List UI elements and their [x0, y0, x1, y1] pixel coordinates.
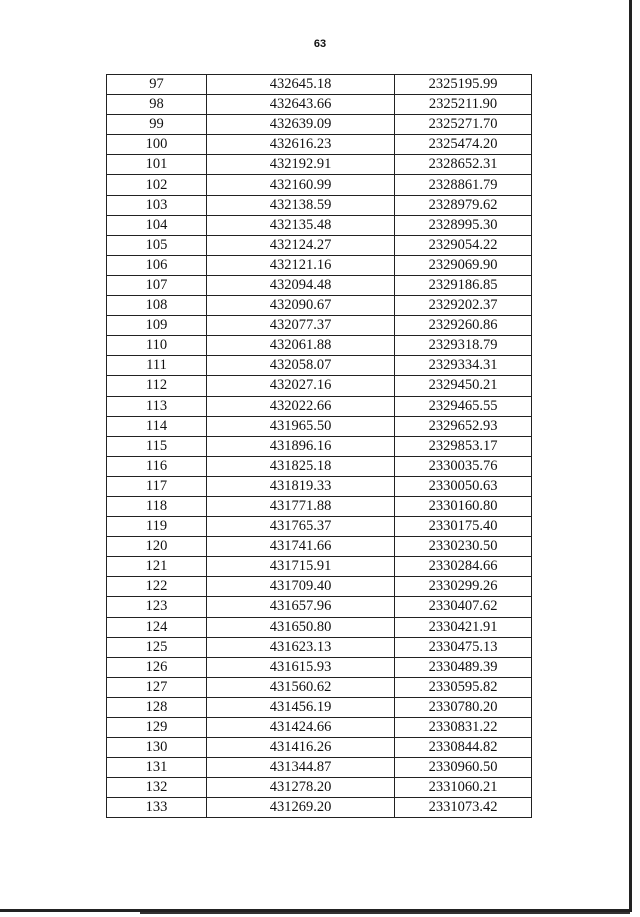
x-coordinate-cell: 431657.96	[207, 597, 395, 617]
x-coordinate-cell: 432022.66	[207, 396, 395, 416]
point-number-cell: 119	[107, 517, 207, 537]
table-body	[107, 75, 532, 818]
y-coordinate-cell: 2329069.90	[395, 255, 532, 275]
table-row	[107, 275, 532, 295]
x-coordinate-cell: 432639.09	[207, 115, 395, 135]
point-number-cell: 129	[107, 718, 207, 738]
y-coordinate-cell: 2330595.82	[395, 677, 532, 697]
point-number-cell: 110	[107, 336, 207, 356]
x-coordinate-cell: 431896.16	[207, 436, 395, 456]
point-number-cell: 105	[107, 235, 207, 255]
point-number-cell: 107	[107, 275, 207, 295]
point-number-cell: 124	[107, 617, 207, 637]
y-coordinate-cell: 2330844.82	[395, 738, 532, 758]
point-number-cell: 133	[107, 798, 207, 818]
x-coordinate-cell: 431825.18	[207, 456, 395, 476]
point-number-cell: 102	[107, 175, 207, 195]
point-number-cell: 106	[107, 255, 207, 275]
x-coordinate-cell: 432645.18	[207, 75, 395, 95]
y-coordinate-cell: 2329318.79	[395, 336, 532, 356]
table-row	[107, 798, 532, 818]
y-coordinate-cell: 2330831.22	[395, 718, 532, 738]
coordinate-table	[106, 74, 532, 818]
x-coordinate-cell: 432616.23	[207, 135, 395, 155]
y-coordinate-cell: 2328652.31	[395, 155, 532, 175]
table-row	[107, 436, 532, 456]
table-row	[107, 356, 532, 376]
y-coordinate-cell: 2330299.26	[395, 577, 532, 597]
x-coordinate-cell: 431650.80	[207, 617, 395, 637]
x-coordinate-cell: 432135.48	[207, 215, 395, 235]
y-coordinate-cell: 2329186.85	[395, 275, 532, 295]
point-number-cell: 114	[107, 416, 207, 436]
point-number-cell: 103	[107, 195, 207, 215]
y-coordinate-cell: 2325474.20	[395, 135, 532, 155]
x-coordinate-cell: 431771.88	[207, 496, 395, 516]
y-coordinate-cell: 2329853.17	[395, 436, 532, 456]
x-coordinate-cell: 431819.33	[207, 476, 395, 496]
x-coordinate-cell: 431715.91	[207, 557, 395, 577]
point-number-cell: 127	[107, 677, 207, 697]
table-row	[107, 657, 532, 677]
y-coordinate-cell: 2330780.20	[395, 697, 532, 717]
point-number-cell: 111	[107, 356, 207, 376]
y-coordinate-cell: 2325211.90	[395, 95, 532, 115]
x-coordinate-cell: 432138.59	[207, 195, 395, 215]
x-coordinate-cell: 431416.26	[207, 738, 395, 758]
table-row	[107, 517, 532, 537]
point-number-cell: 101	[107, 155, 207, 175]
table-row	[107, 577, 532, 597]
table-row	[107, 496, 532, 516]
table-row	[107, 195, 532, 215]
y-coordinate-cell: 2330284.66	[395, 557, 532, 577]
table-row	[107, 537, 532, 557]
table-row	[107, 376, 532, 396]
x-coordinate-cell: 432027.16	[207, 376, 395, 396]
table-row	[107, 677, 532, 697]
table-row	[107, 617, 532, 637]
point-number-cell: 117	[107, 476, 207, 496]
y-coordinate-cell: 2330035.76	[395, 456, 532, 476]
y-coordinate-cell: 2330407.62	[395, 597, 532, 617]
table-row	[107, 255, 532, 275]
point-number-cell: 109	[107, 316, 207, 336]
y-coordinate-cell: 2330421.91	[395, 617, 532, 637]
x-coordinate-cell: 431615.93	[207, 657, 395, 677]
table-row	[107, 778, 532, 798]
point-number-cell: 104	[107, 215, 207, 235]
x-coordinate-cell: 431269.20	[207, 798, 395, 818]
table-row	[107, 396, 532, 416]
table-row	[107, 215, 532, 235]
table-row	[107, 336, 532, 356]
point-number-cell: 132	[107, 778, 207, 798]
table-row	[107, 637, 532, 657]
y-coordinate-cell: 2331073.42	[395, 798, 532, 818]
table-row	[107, 115, 532, 135]
y-coordinate-cell: 2329450.21	[395, 376, 532, 396]
y-coordinate-cell: 2328979.62	[395, 195, 532, 215]
table-row	[107, 95, 532, 115]
point-number-cell: 100	[107, 135, 207, 155]
table-row	[107, 456, 532, 476]
x-coordinate-cell: 432090.67	[207, 296, 395, 316]
x-coordinate-cell: 431560.62	[207, 677, 395, 697]
y-coordinate-cell: 2329260.86	[395, 316, 532, 336]
point-number-cell: 131	[107, 758, 207, 778]
table-row	[107, 476, 532, 496]
point-number-cell: 121	[107, 557, 207, 577]
table-row	[107, 235, 532, 255]
table-row	[107, 175, 532, 195]
y-coordinate-cell: 2325195.99	[395, 75, 532, 95]
x-coordinate-cell: 432643.66	[207, 95, 395, 115]
x-coordinate-cell: 431456.19	[207, 697, 395, 717]
y-coordinate-cell: 2330175.40	[395, 517, 532, 537]
table-row	[107, 135, 532, 155]
y-coordinate-cell: 2330230.50	[395, 537, 532, 557]
x-coordinate-cell: 432124.27	[207, 235, 395, 255]
point-number-cell: 125	[107, 637, 207, 657]
table-row	[107, 155, 532, 175]
y-coordinate-cell: 2325271.70	[395, 115, 532, 135]
x-coordinate-cell: 432160.99	[207, 175, 395, 195]
y-coordinate-cell: 2328995.30	[395, 215, 532, 235]
bottom-rule	[140, 912, 630, 914]
x-coordinate-cell: 432121.16	[207, 255, 395, 275]
y-coordinate-cell: 2328861.79	[395, 175, 532, 195]
y-coordinate-cell: 2329465.55	[395, 396, 532, 416]
page-number: 63	[313, 38, 327, 50]
y-coordinate-cell: 2329652.93	[395, 416, 532, 436]
x-coordinate-cell: 432058.07	[207, 356, 395, 376]
point-number-cell: 128	[107, 697, 207, 717]
point-number-cell: 113	[107, 396, 207, 416]
x-coordinate-cell: 431424.66	[207, 718, 395, 738]
x-coordinate-cell: 431344.87	[207, 758, 395, 778]
y-coordinate-cell: 2329054.22	[395, 235, 532, 255]
y-coordinate-cell: 2330489.39	[395, 657, 532, 677]
table-row	[107, 597, 532, 617]
point-number-cell: 130	[107, 738, 207, 758]
point-number-cell: 112	[107, 376, 207, 396]
point-number-cell: 118	[107, 496, 207, 516]
table-row	[107, 416, 532, 436]
x-coordinate-cell: 431709.40	[207, 577, 395, 597]
x-coordinate-cell: 431765.37	[207, 517, 395, 537]
point-number-cell: 99	[107, 115, 207, 135]
x-coordinate-cell: 431623.13	[207, 637, 395, 657]
y-coordinate-cell: 2329202.37	[395, 296, 532, 316]
y-coordinate-cell: 2329334.31	[395, 356, 532, 376]
point-number-cell: 98	[107, 95, 207, 115]
table-row	[107, 296, 532, 316]
x-coordinate-cell: 432061.88	[207, 336, 395, 356]
y-coordinate-cell: 2331060.21	[395, 778, 532, 798]
table-row	[107, 75, 532, 95]
table-row	[107, 718, 532, 738]
point-number-cell: 126	[107, 657, 207, 677]
point-number-cell: 97	[107, 75, 207, 95]
point-number-cell: 116	[107, 456, 207, 476]
y-coordinate-cell: 2330475.13	[395, 637, 532, 657]
x-coordinate-cell: 431741.66	[207, 537, 395, 557]
table-row	[107, 758, 532, 778]
table-row	[107, 738, 532, 758]
point-number-cell: 115	[107, 436, 207, 456]
y-coordinate-cell: 2330960.50	[395, 758, 532, 778]
table-row	[107, 697, 532, 717]
x-coordinate-cell: 431965.50	[207, 416, 395, 436]
table-row	[107, 316, 532, 336]
point-number-cell: 123	[107, 597, 207, 617]
x-coordinate-cell: 432192.91	[207, 155, 395, 175]
point-number-cell: 120	[107, 537, 207, 557]
y-coordinate-cell: 2330050.63	[395, 476, 532, 496]
x-coordinate-cell: 431278.20	[207, 778, 395, 798]
x-coordinate-cell: 432077.37	[207, 316, 395, 336]
table-row	[107, 557, 532, 577]
point-number-cell: 122	[107, 577, 207, 597]
y-coordinate-cell: 2330160.80	[395, 496, 532, 516]
x-coordinate-cell: 432094.48	[207, 275, 395, 295]
point-number-cell: 108	[107, 296, 207, 316]
